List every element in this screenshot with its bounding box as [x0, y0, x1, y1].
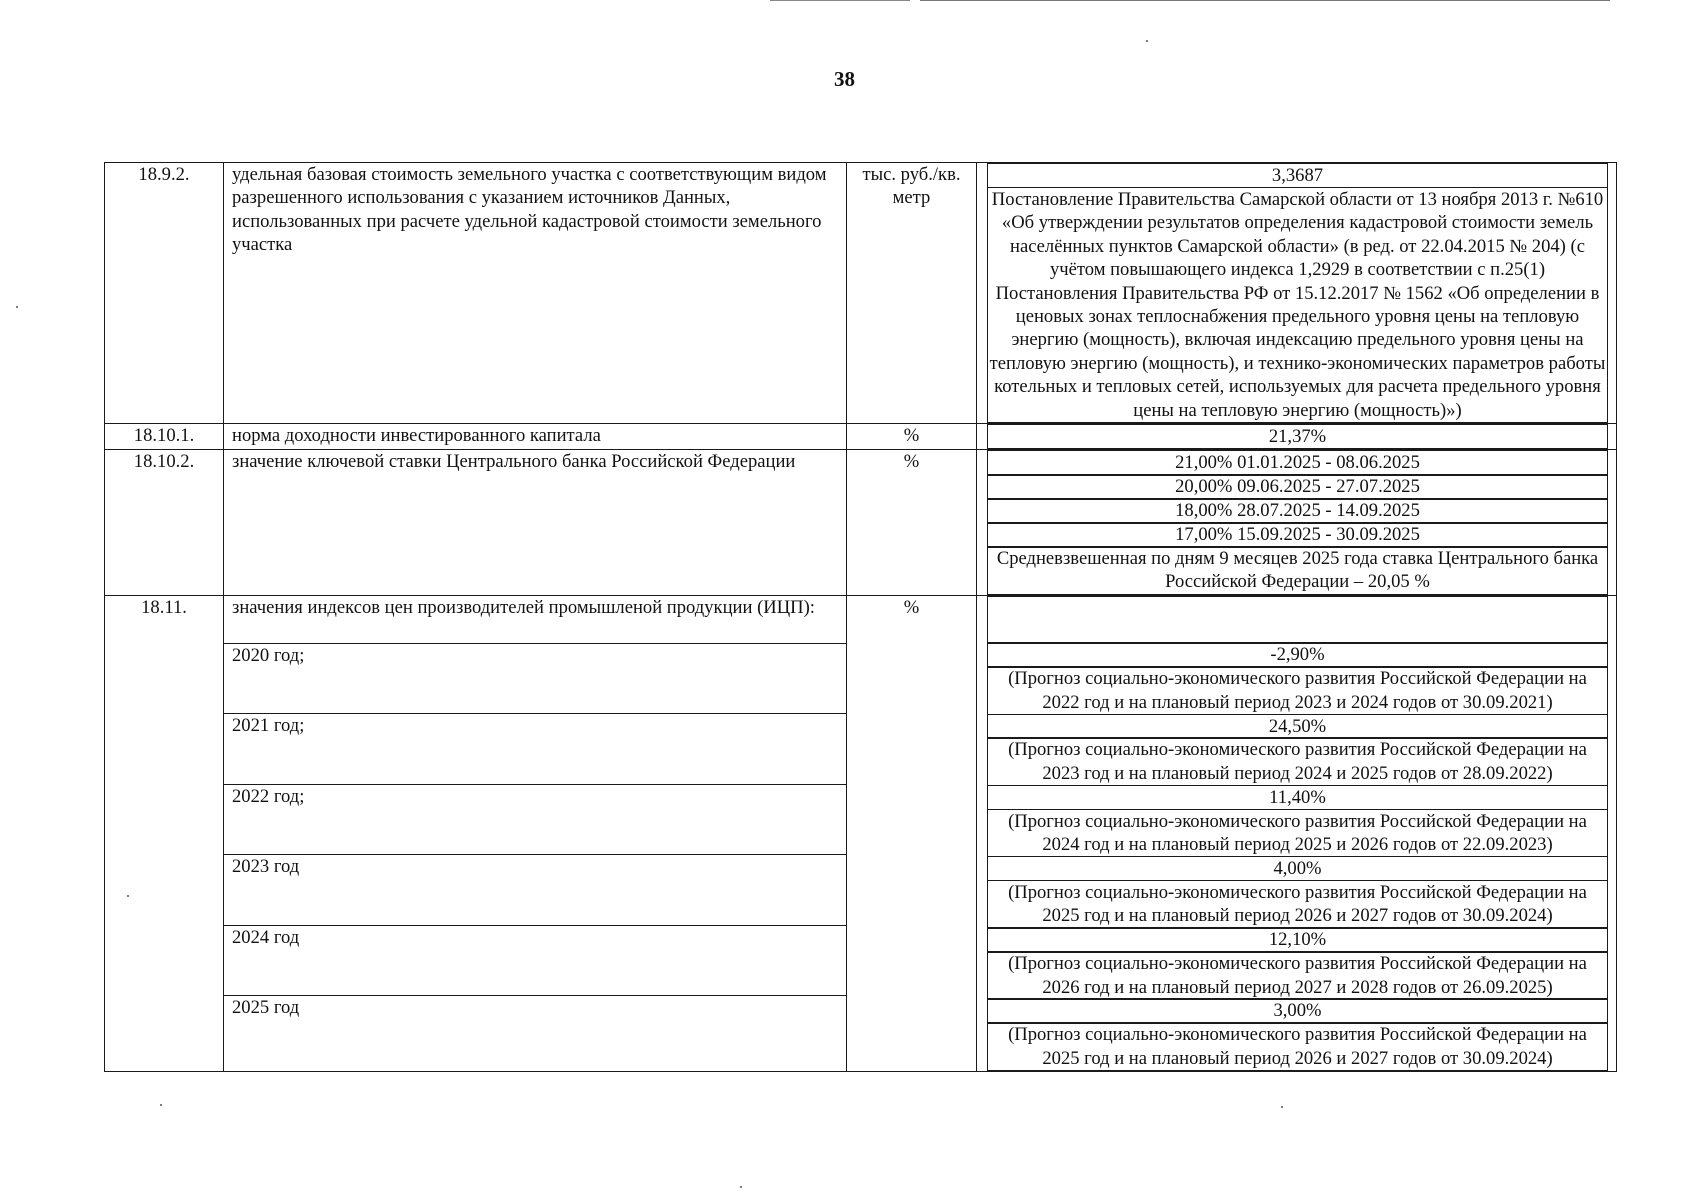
key-rate-period: 17,00% 15.09.2025 - 30.09.2025: [987, 522, 1608, 547]
source-note: Постановление Правительства Самарской области от 13 ноября 2013 г. №610 «Об утверждении результатов определения кадастровой стоимости земель населённых пунктов Самарской области» (в ред. от 22.04.2015 № 204) (с учётом повышающего индекса 1,2929 в соответствии с п.25(1) Постановления Правительства РФ от 15.12.2017 № 1562 «Об определении в ценовых зонах теплоснабжения предельного уровня цены на тепловую энергию (мощность), включая индексацию предельного уровня цены на тепловую энергию (мощность), и технико-экономических параметров работы котельных и тепловых сетей, используемых для расчета предельного уровня цены на тепловую энергию (мощность)»): [987, 187, 1608, 423]
tariff-parameters-table: [104, 162, 1617, 1072]
scan-speckle: [740, 1186, 742, 1188]
ipi-value: 4,00%: [987, 856, 1608, 881]
key-rate-period: 20,00% 09.06.2025 - 27.07.2025: [987, 474, 1608, 499]
year-label: 2024 год: [224, 925, 846, 996]
row-description: [224, 595, 847, 1071]
ipi-value: 24,50%: [987, 714, 1608, 739]
row-values: [977, 595, 1617, 1071]
source-note: (Прогноз социально-экономического развития Российской Федерации на 2025 год и на плановый период 2026 и 2027 годов от 30.09.2024): [987, 1022, 1608, 1071]
scan-speckle: [1146, 40, 1148, 42]
table-row: [105, 423, 1617, 449]
row-unit: %: [847, 450, 977, 595]
source-note: (Прогноз социально-экономического развития Российской Федерации на 2026 год и на плановый период 2027 и 2028 годов от 26.09.2025): [987, 951, 1608, 1000]
year-label: 2025 год: [224, 995, 846, 1066]
scan-speckle: [16, 306, 18, 308]
year-label: 2020 год;: [224, 643, 846, 714]
year-label: 2022 год;: [224, 784, 846, 855]
key-rate-weighted-average: Средневзвешенная по дням 9 месяцев 2025 года ставка Центрального банка Российской Федерации – 20,05 %: [987, 546, 1608, 595]
scan-top-edge-mark: [770, 0, 910, 1]
table-row: [105, 595, 1617, 1071]
empty-cell: [987, 596, 1608, 644]
row-unit: тыс. руб./кв. метр: [847, 163, 977, 424]
ipi-heading: значения индексов цен производителей промышленой продукции (ИЦП):: [232, 596, 815, 618]
row-description: значение ключевой ставки Центрального банка Российской Федерации: [224, 450, 847, 595]
source-note: (Прогноз социально-экономического развития Российской Федерации на 2024 год и на плановый период 2025 и 2026 годов от 22.09.2023): [987, 809, 1608, 858]
source-note: (Прогноз социально-экономического развития Российской Федерации на 2022 год и на плановый период 2023 и 2024 годов от 30.09.2021): [987, 666, 1608, 715]
scan-speckle: [160, 1104, 162, 1106]
row-unit: %: [847, 423, 977, 449]
ipi-value: 3,00%: [987, 998, 1608, 1023]
ipi-value: -2,90%: [987, 642, 1608, 667]
row-description: норма доходности инвестированного капитала: [224, 423, 847, 449]
scan-top-edge-line: [920, 0, 1610, 1]
row-values: [977, 423, 1617, 449]
row-values: [977, 450, 1617, 595]
table-row: [105, 450, 1617, 595]
ipi-value: 12,10%: [987, 927, 1608, 952]
source-note: (Прогноз социально-экономического развития Российской Федерации на 2025 год и на плановый период 2026 и 2027 годов от 30.09.2024): [987, 880, 1608, 929]
value-cell: 21,37%: [987, 424, 1608, 449]
ipi-value: 11,40%: [987, 785, 1608, 810]
value-cell: 3,3687: [987, 163, 1608, 188]
row-number: 18.11.: [105, 595, 224, 1071]
source-note: (Прогноз социально-экономического развития Российской Федерации на 2023 год и на плановый период 2024 и 2025 годов от 28.09.2022): [987, 737, 1608, 786]
row-number: 18.10.2.: [105, 450, 224, 595]
page-number: 38: [834, 67, 855, 91]
table-row: [105, 163, 1617, 424]
row-number: 18.9.2.: [105, 163, 224, 424]
row-number: 18.10.1.: [105, 423, 224, 449]
row-description: удельная базовая стоимость земельного участка с соответствующим видом разрешенного использования с указанием источников Данных, использованных при расчете удельной кадастровой стоимости земельного участка: [224, 163, 847, 424]
row-values: [977, 163, 1617, 424]
scan-speckle: [1281, 1106, 1283, 1108]
row-unit: %: [847, 595, 977, 1071]
year-label: 2023 год: [224, 854, 846, 925]
key-rate-period: 21,00% 01.01.2025 - 08.06.2025: [987, 450, 1608, 475]
key-rate-period: 18,00% 28.07.2025 - 14.09.2025: [987, 498, 1608, 523]
year-label: 2021 год;: [224, 713, 846, 784]
scan-speckle: [127, 895, 129, 897]
